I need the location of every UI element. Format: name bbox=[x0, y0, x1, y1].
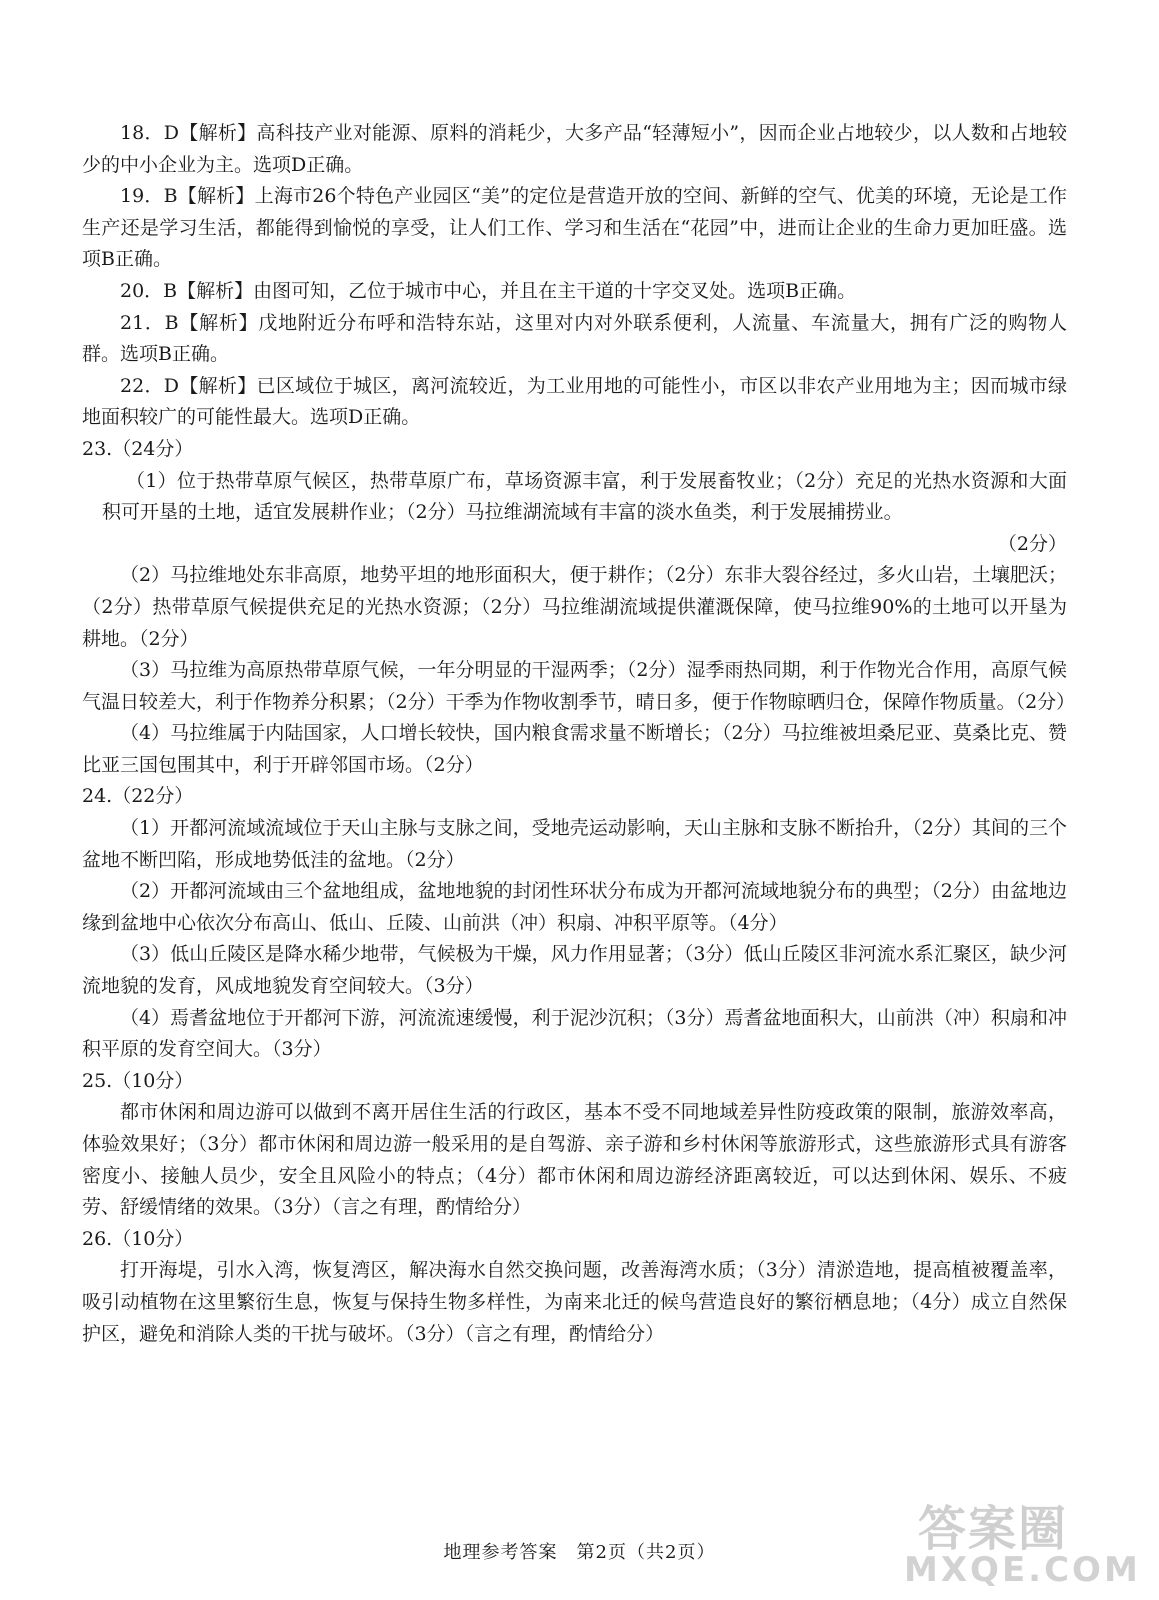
watermark-url: MXQE.COM bbox=[904, 1550, 1141, 1590]
answer-24-part-2: （2）开都河流域由三个盆地组成，盆地地貌的封闭性环状分布成为开都河流域地貌分布的典型；（2分）由盆地边缘到盆地中心依次分布高山、低山、丘陵、山前洪（冲）积扇、冲积平原等。（4分） bbox=[82, 880, 1067, 934]
answer-19: 19．B【解析】上海市26个特色产业园区“美”的定位是营造开放的空间、新鲜的空气、优美的环境，无论是工作生产还是学习生活，都能得到愉悦的享受，让人们工作、学习和生活在“花园”中，进而让企业的生命力更加旺盛。选项B正确。 bbox=[82, 185, 1067, 271]
question-24-heading: 24.（22分） bbox=[82, 785, 194, 808]
answer-24-part-4: （4）焉耆盆地位于开都河下游，河流流速缓慢，利于泥沙沉积；（3分）焉耆盆地面积大，山前洪（冲）积扇和冲积平原的发育空间大。（3分） bbox=[82, 1006, 1067, 1061]
question-25-heading: 25.（10分） bbox=[82, 1069, 194, 1092]
answer-24-part-3: （3）低山丘陵区是降水稀少地带，气候极为干燥，风力作用显著；（3分）低山丘陵区非河流水系汇聚区，缺少河流地貌的发育，风成地貌发育空间较大。（3分） bbox=[82, 943, 1067, 998]
answer-20: 20．B【解析】由图可知，乙位于城市中心，并且在主干道的十字交叉处。选项B正确。 bbox=[120, 279, 857, 302]
watermark-logo: 答案圈 bbox=[918, 1501, 1069, 1557]
answer-25: 都市休闲和周边游可以做到不离开居住生活的行政区，基本不受不同地域差异性防疫政策的限制，旅游效率高，体验效果好；（3分）都市休闲和周边游一般采用的是自驾游、亲子游和乡村休闲等旅游形式，这些旅游形式具有游客密度小、接触人员少，安全且风险小的特点；（4分）都市休闲和周边游经济距离较近，可以达到休闲、娱乐、不疲劳、舒缓情绪的效果。（3分）（言之有理，酌情给分） bbox=[82, 1101, 1067, 1219]
answer-21: 21．B【解析】戊地附近分布呼和浩特东站，这里对内对外联系便利，人流量、车流量大，拥有广泛的购物人群。选项B正确。 bbox=[82, 311, 1067, 366]
answer-23-part-4: （4）马拉维属于内陆国家，人口增长较快，国内粮食需求量不断增长；（2分）马拉维被坦桑尼亚、莫桑比克、赞比亚三国包围其中，利于开辟邻国市场。（2分） bbox=[82, 722, 1067, 776]
answer-18: 18．D【解析】高科技产业对能源、原料的消耗少，大多产品“轻薄短小”，因而企业占地较少，以人数和占地较少的中小企业为主。选项D正确。 bbox=[82, 122, 1067, 176]
page-footer: 地理参考答案 第2页（共2页） bbox=[443, 1542, 716, 1563]
question-26-heading: 26.（10分） bbox=[82, 1227, 194, 1250]
answer-23-part-2: （2）马拉维地处东非高原，地势平坦的地形面积大，便于耕作；（2分）东非大裂谷经过，多火山岩，土壤肥沃；（2分）热带草原气候提供充足的光热水资源；（2分）马拉维湖流域提供灌溉保障，使马拉维90%的土地可以开垦为耕地。（2分） bbox=[82, 564, 1067, 650]
answer-23-part-3: （3）马拉维为高原热带草原气候，一年分明显的干湿两季；（2分）湿季雨热同期，利于作物光合作用，高原气候气温日较差大，利于作物养分积累；（2分）干季为作物收割季节，晴日多，便于作物晾晒归仓，保障作物质量。（2分） bbox=[82, 659, 1076, 713]
answer-24-part-1: （1）开都河流域流域位于天山主脉与支脉之间，受地壳运动影响，天山主脉和支脉不断抬升，（2分）其间的三个盆地不断凹陷，形成地势低洼的盆地。（2分） bbox=[82, 817, 1067, 871]
answer-22: 22．D【解析】已区域位于城区，离河流较近，为工业用地的可能性小，市区以非农产业用地为主；因而城市绿地面积较广的可能性最大。选项D正确。 bbox=[82, 374, 1067, 429]
answer-26: 打开海堤，引水入湾，恢复湾区，解决海水自然交换问题，改善海湾水质；（3分）清淤造地，提高植被覆盖率，吸引动植物在这里繁衍生息，恢复与保持生物多样性，为南来北迁的候鸟营造良好的繁衍栖息地；（4分）成立自然保护区，避免和消除人类的干扰与破坏。（3分）（言之有理，酌情给分） bbox=[82, 1259, 1067, 1345]
answer-23-part-1: （1）位于热带草原气候区，热带草原广布，草场资源丰富，利于发展畜牧业；（2分）充足的光热水资源和大面积可开垦的土地，适宜发展耕作业；（2分）马拉维湖流域有丰富的淡水鱼类，利于发展捕捞业。 bbox=[102, 469, 1067, 524]
question-23-heading: 23.（24分） bbox=[82, 437, 194, 460]
answer-23-part-1-score: （2分） bbox=[997, 532, 1067, 555]
answer-content bbox=[82, 118, 1076, 1350]
